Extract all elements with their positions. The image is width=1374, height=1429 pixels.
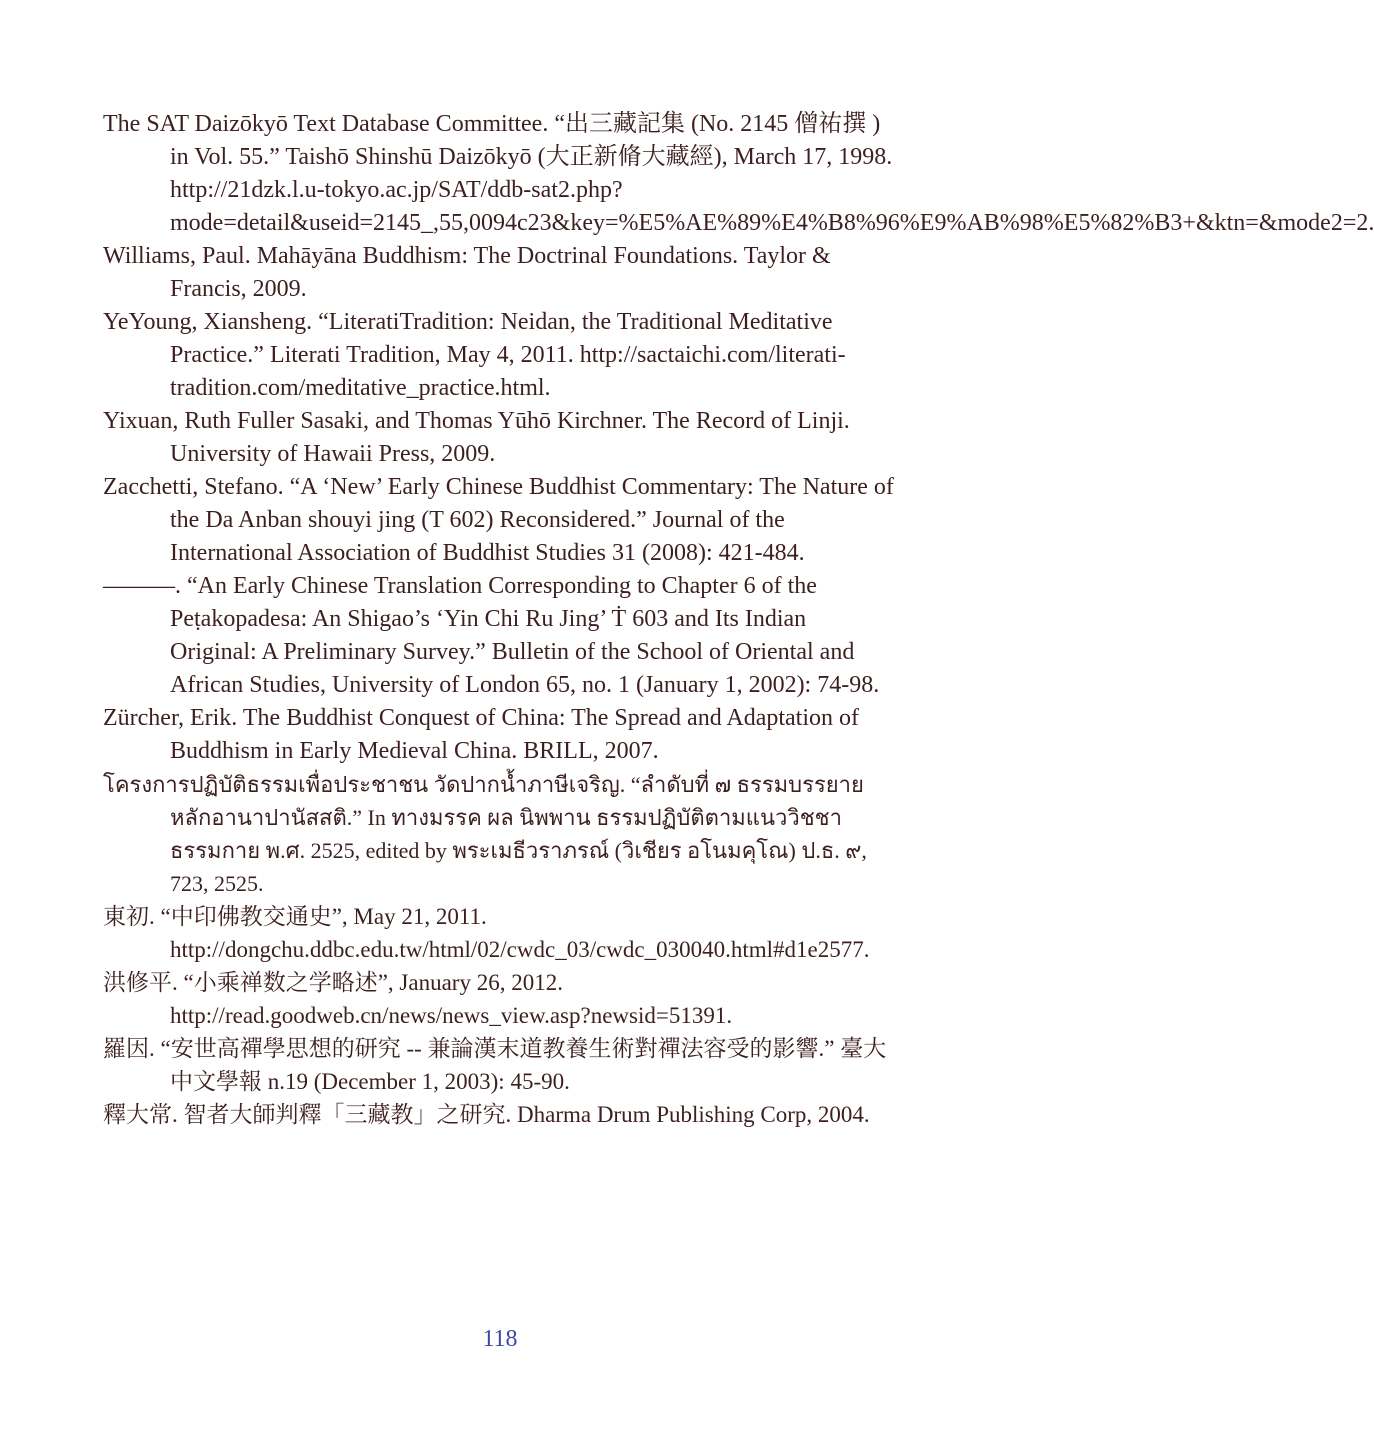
bibliography-entry-hong: 洪修平. “小乘禅数之学略述”, January 26, 2012. http://read.goodweb.cn/news/news_view.asp?newsid=51391. xyxy=(103,970,733,1028)
bibliography-entry-yixuan: Yixuan, Ruth Fuller Sasaki, and Thomas Yūhō Kirchner. The Record of Linji. University of Hawaii Press, 2009. xyxy=(103,408,850,467)
bibliography-entry-shi-dachang: 釋大常. 智者大師判釋「三藏教」之研究. Dharma Drum Publishing Corp, 2004. xyxy=(103,1102,870,1127)
bibliography-entry-thai: โครงการปฏิบัติธรรมเพื่อประชาชน วัดปากน้ำภาษีเจริญ. “ลำดับที่ ๗ ธรรมบรรยาย หลักอานาปานัสสติ.” In ทางมรรค ผล นิพพาน ธรรมปฏิบัติตามแนววิชชาธรรมกาย พ.ศ. 2525, edited by พระเมธีวราภรณ์ (วิเชียร อโนมคุโณ) ป.ธ. ๙, 723, 2525. xyxy=(103,772,867,896)
bibliography-entry-zacchetti-2: ———. “An Early Chinese Translation Corresponding to Chapter 6 of the Peṭakopadesa: An Shigao’s ‘Yin Chi Ru Jing’ Ṫ 603 and Its Indian Original: A Preliminary Survey.” Bulletin of the School of Oriental and African Studies, University of London 65, no. 1 (January 1, 2002): 74-98. xyxy=(103,573,880,698)
bibliography-entry-yeyoung: YeYoung, Xiansheng. “LiteratiTradition: Neidan, the Traditional Meditative Practice.” Literati Tradition, May 4, 2011. http://sactaichi.com/literati-tradition.com/meditative_practice.html. xyxy=(103,309,846,401)
bibliography-entry-dongchu: 東初. “中印佛教交通史”, May 21, 2011. http://dongchu.ddbc.edu.tw/html/02/cwdc_03/cwdc_030040.html#d1e2577. xyxy=(103,904,870,962)
bibliography-entry-sat-daizokyo: The SAT Daizōkyō Text Database Committee. “出三藏記集 (No. 2145 僧祐撰 ) in Vol. 55.” Taishō Shinshū Daizōkyō (大正新脩大藏經), March 17, 1998. http://21dzk.l.u-tokyo.ac.jp/SAT/ddb-sat2.php?mode=detail&useid=2145_,55,0094c23&key=%E5%AE%89%E4%B8%96%E9%AB%98%E5%82%B3+&ktn=&mode2=2. xyxy=(103,111,1374,236)
bibliography-entry-luoyin: 羅因. “安世高禪學思想的研究 -- 兼論漢末道教養生術對禪法容受的影響.” 臺大中文學報 n.19 (December 1, 2003): 45-90. xyxy=(103,1036,887,1094)
bibliography-list xyxy=(103,108,1374,1131)
bibliography-entry-williams: Williams, Paul. Mahāyāna Buddhism: The Doctrinal Foundations. Taylor & Francis, 2009. xyxy=(103,243,831,302)
page-number: 118 xyxy=(482,1326,518,1352)
bibliography-entry-zurcher: Zürcher, Erik. The Buddhist Conquest of China: The Spread and Adaptation of Buddhism in Early Medieval China. BRILL, 2007. xyxy=(103,705,860,764)
bibliography-entry-zacchetti-1: Zacchetti, Stefano. “A ‘New’ Early Chinese Buddhist Commentary: The Nature of the Da Anban shouyi jing (T 602) Reconsidered.” Journal of the International Association of Buddhist Studies 31 (2008): 421-484. xyxy=(103,474,894,566)
